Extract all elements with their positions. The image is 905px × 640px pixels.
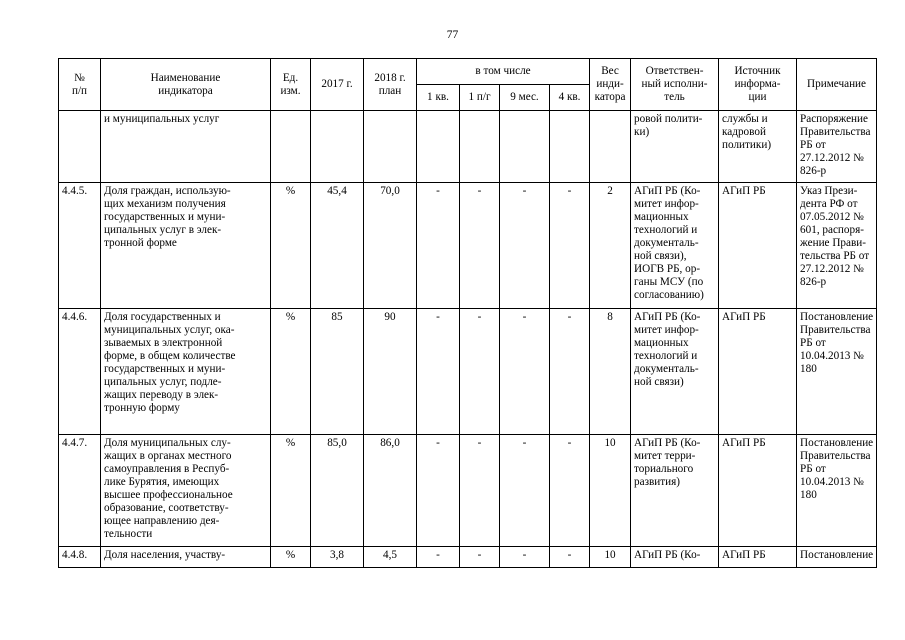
header-weight: Вес инди- катора <box>590 59 631 111</box>
row-source: АГиП РБ <box>719 309 797 435</box>
row-q1: - <box>417 547 460 568</box>
row-num: 4.4.5. <box>59 183 101 309</box>
row-q4: - <box>550 547 590 568</box>
header-unit: Ед. изм. <box>271 59 311 111</box>
row-indicator: Доля населения, участву- <box>101 547 271 568</box>
row-responsible: АГиП РБ (Ко- митет инфор- мационных технологий и документаль- ной связи), ИОГВ РБ, ор- ганы МСУ (по согласованию) <box>631 183 719 309</box>
row-q4 <box>550 111 590 183</box>
header-responsible: Ответствен- ный исполни- тель <box>631 59 719 111</box>
row-2017: 45,4 <box>311 183 364 309</box>
table-row <box>59 309 877 435</box>
row-9m: - <box>500 183 550 309</box>
row-q4: - <box>550 435 590 547</box>
header-indicator: Наименование индикатора <box>101 59 271 111</box>
row-indicator: и муниципальных услуг <box>101 111 271 183</box>
row-2018: 70,0 <box>364 183 417 309</box>
row-indicator: Доля граждан, использую- щих механизм получения государственных и муни- ципальных услуг в элек- тронной форме <box>101 183 271 309</box>
table-row <box>59 547 877 568</box>
header-source: Источник информа- ции <box>719 59 797 111</box>
row-source: АГиП РБ <box>719 435 797 547</box>
row-q1: - <box>417 435 460 547</box>
row-note: Указ Прези- дента РФ от 07.05.2012 № 601, распоря- жение Прави- тельства РБ от 27.12.2012 № 826-р <box>797 183 877 309</box>
row-weight: 10 <box>590 547 631 568</box>
row-q1: - <box>417 309 460 435</box>
row-responsible: АГиП РБ (Ко- митет терри- ториального развития) <box>631 435 719 547</box>
row-source: службы и кадровой политики) <box>719 111 797 183</box>
row-9m <box>500 111 550 183</box>
row-weight: 2 <box>590 183 631 309</box>
row-responsible: ровой полити- ки) <box>631 111 719 183</box>
header-num: № п/п <box>59 59 101 111</box>
row-9m: - <box>500 435 550 547</box>
row-weight <box>590 111 631 183</box>
row-indicator: Доля муниципальных слу- жащих в органах местного самоуправления в Респуб- лике Бурятия, имеющих высшее профессиональное образование, соответству- ющее направлению дея- тельности <box>101 435 271 547</box>
row-2017: 85 <box>311 309 364 435</box>
table-row <box>59 183 877 309</box>
row-unit: % <box>271 183 311 309</box>
row-note: Постановление Правительства РБ от 10.04.2013 № 180 <box>797 309 877 435</box>
row-unit: % <box>271 435 311 547</box>
header-9m: 9 мес. <box>500 85 550 111</box>
row-2017 <box>311 111 364 183</box>
header-2018-plan: 2018 г. план <box>364 59 417 111</box>
row-9m: - <box>500 309 550 435</box>
row-source: АГиП РБ <box>719 183 797 309</box>
row-unit <box>271 111 311 183</box>
row-h1: - <box>460 183 500 309</box>
row-responsible: АГиП РБ (Ко- <box>631 547 719 568</box>
page-number: 77 <box>446 29 459 41</box>
row-2017: 3,8 <box>311 547 364 568</box>
row-unit: % <box>271 547 311 568</box>
row-num <box>59 111 101 183</box>
header-h1: 1 п/г <box>460 85 500 111</box>
row-2018: 90 <box>364 309 417 435</box>
row-h1 <box>460 111 500 183</box>
row-responsible: АГиП РБ (Ко- митет инфор- мационных технологий и документаль- ной связи) <box>631 309 719 435</box>
indicators-table <box>58 58 877 568</box>
row-h1: - <box>460 435 500 547</box>
row-num: 4.4.8. <box>59 547 101 568</box>
row-num: 4.4.6. <box>59 309 101 435</box>
row-q1: - <box>417 183 460 309</box>
header-q1: 1 кв. <box>417 85 460 111</box>
row-q1 <box>417 111 460 183</box>
header-q4: 4 кв. <box>550 85 590 111</box>
row-note: Распоряжение Правительства РБ от 27.12.2012 № 826-р <box>797 111 877 183</box>
row-2018 <box>364 111 417 183</box>
row-source: АГиП РБ <box>719 547 797 568</box>
table-row <box>59 435 877 547</box>
row-weight: 10 <box>590 435 631 547</box>
row-q4: - <box>550 309 590 435</box>
row-2017: 85,0 <box>311 435 364 547</box>
row-note: Постановление <box>797 547 877 568</box>
header-note: Примечание <box>797 59 877 111</box>
header-including: в том числе <box>417 59 590 85</box>
row-unit: % <box>271 309 311 435</box>
row-2018: 86,0 <box>364 435 417 547</box>
row-h1: - <box>460 547 500 568</box>
row-9m: - <box>500 547 550 568</box>
row-note: Постановление Правительства РБ от 10.04.2013 № 180 <box>797 435 877 547</box>
header-2017: 2017 г. <box>311 59 364 111</box>
table-row <box>59 111 877 183</box>
row-2018: 4,5 <box>364 547 417 568</box>
row-indicator: Доля государственных и муниципальных услуг, ока- зываемых в электронной форме, в общем количестве государственных и муни- ципальных услуг, подле- жащих переводу в элек- тронную форму <box>101 309 271 435</box>
row-weight: 8 <box>590 309 631 435</box>
row-h1: - <box>460 309 500 435</box>
row-q4: - <box>550 183 590 309</box>
row-num: 4.4.7. <box>59 435 101 547</box>
